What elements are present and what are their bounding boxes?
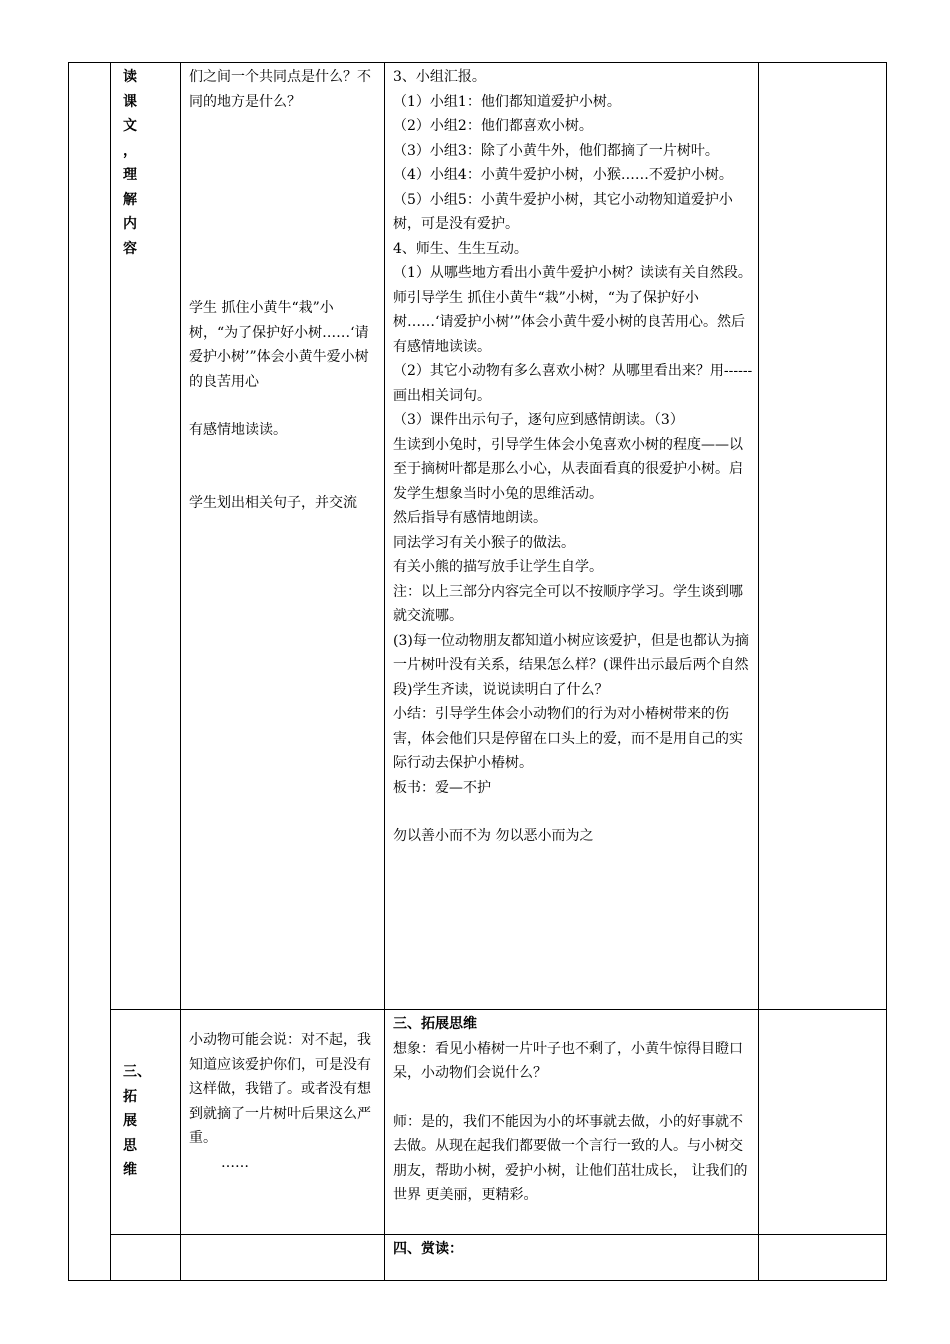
label-char: 思	[123, 1137, 137, 1154]
margin-cell	[69, 63, 111, 1281]
process-line: 有关小熊的描写放手让学生自学。	[393, 559, 603, 575]
label-char: 读	[123, 69, 137, 85]
section-label-extend	[111, 1010, 181, 1235]
label-char: ，	[123, 142, 137, 159]
notes-cell-read	[759, 63, 887, 1010]
label-char: 文	[123, 118, 137, 134]
student-question: 们之间一个共同点是什么？不同的地方是什么？	[189, 69, 371, 110]
student-response: 小动物可能会说：对不起，我知道应该爱护你们，可是没有这样做，我错了。或者没有想到就摘了一片树叶后果这么严重。	[189, 1032, 371, 1146]
extend-summary: 师：是的，我们不能因为小的坏事就去做，小的好事就不去做。从现在起我们都要做一个言行一致的人。与小树交朋友，帮助小树，爱护小树，让他们茁壮成长， 让我们的世界 更美丽，更精彩。	[393, 1113, 748, 1203]
notes-cell-extend	[759, 1010, 887, 1235]
section-title-appreciate: 四、赏读：	[393, 1241, 463, 1257]
label-char: 展	[123, 1113, 137, 1129]
student-activity-read	[181, 63, 385, 1010]
label-char: 拓	[123, 1088, 137, 1105]
process-line: 注：以上三部分内容完全可以不按顺序学习。学生谈到哪就交流哪。	[393, 583, 743, 624]
process-line: 3、小组汇报。	[393, 69, 486, 85]
label-char: 维	[123, 1162, 137, 1178]
process-line: （3）小组3：除了小黄牛外，他们都摘了一片树叶。	[393, 142, 719, 159]
teaching-process-extend	[385, 1010, 759, 1235]
student-activity-extend	[181, 1010, 385, 1235]
label-char: 容	[123, 240, 137, 257]
section-title-extend: 三、拓展思维	[393, 1016, 477, 1032]
process-line: （1）从哪些地方看出小黄牛爱护小树？读读有关自然段。	[393, 265, 752, 281]
row-read-text	[69, 63, 887, 1010]
lesson-plan-table	[68, 62, 887, 1281]
student-ellipsis: ……	[221, 1154, 249, 1171]
process-line	[393, 800, 754, 824]
process-line: （5）小组5：小黄牛爱护小树，其它小动物知道爱护小树，可是没有爱护。	[393, 191, 733, 232]
label-char: 课	[123, 93, 137, 110]
process-line: 板书：爱—不护	[393, 779, 491, 796]
notes-cell-appreciate	[759, 1235, 887, 1281]
process-line: 同法学习有关小猴子的做法。	[393, 534, 575, 551]
process-line: 生读到小兔时，引导学生体会小兔喜欢小树的程度——以至于摘树叶都是那么小心，从表面看真的很爱护小树。启发学生想象当时小兔的思维活动。	[393, 436, 743, 502]
section-label-appreciate	[111, 1235, 181, 1281]
label-char: 解	[123, 191, 137, 208]
process-line: （2）其它小动物有多么喜欢小树？从哪里看出来？用------画出相关词句。	[393, 363, 753, 404]
label-char: 内	[123, 216, 137, 232]
student-activity-1: 学生 抓住小黄牛“栽”小树，“为了保护好小树……‘请爱护小树’”体会小黄牛爱小树的良苦用心	[189, 300, 369, 390]
process-line: 然后指导有感情地朗读。	[393, 510, 547, 526]
extend-imagine: 想象：看见小椿树一片叶子也不剩了，小黄牛惊得目瞪口呆，小动物们会说什么？	[393, 1040, 743, 1081]
student-activity-3: 学生划出相关句子，并交流	[189, 494, 357, 511]
teaching-process-appreciate	[385, 1235, 759, 1281]
process-line: （4）小组4：小黄牛爱护小树，小猴……不爱护小树。	[393, 167, 733, 183]
process-line: 师引导学生 抓住小黄牛“栽”小树，“为了保护好小树……‘请爱护小树’”体会小黄牛爱小树的良苦用心。然后有感情地读读。	[393, 289, 746, 355]
process-line: （1）小组1：他们都知道爱护小树。	[393, 93, 621, 110]
process-line: (3)每一位动物朋友都知道小树应该爱护，但是也都认为摘一片树叶没有关系，结果怎么样？(课件出示最后两个自然段)学生齐读，说说读明白了什么？	[393, 632, 749, 698]
label-char: 三、	[123, 1064, 151, 1080]
student-activity-2: 有感情地读读。	[189, 422, 287, 438]
student-activity-appreciate	[181, 1235, 385, 1281]
row-extend-thinking	[69, 1010, 887, 1235]
label-char: 理	[123, 167, 137, 183]
teaching-process-read	[385, 63, 759, 1010]
process-line: 4、师生、生生互动。	[393, 240, 528, 257]
process-line: 勿以善小而不为 勿以恶小而为之	[393, 828, 594, 844]
process-line: （3）课件出示句子，逐句应到感情朗读。（3）	[393, 412, 684, 428]
process-line: 小结：引导学生体会小动物们的行为对小椿树带来的伤害，体会他们只是停留在口头上的爱，而不是用自己的实际行动去保护小椿树。	[393, 706, 743, 771]
section-label-read	[111, 63, 181, 1010]
process-line: （2）小组2：他们都喜欢小树。	[393, 118, 593, 134]
row-appreciate-reading	[69, 1235, 887, 1281]
